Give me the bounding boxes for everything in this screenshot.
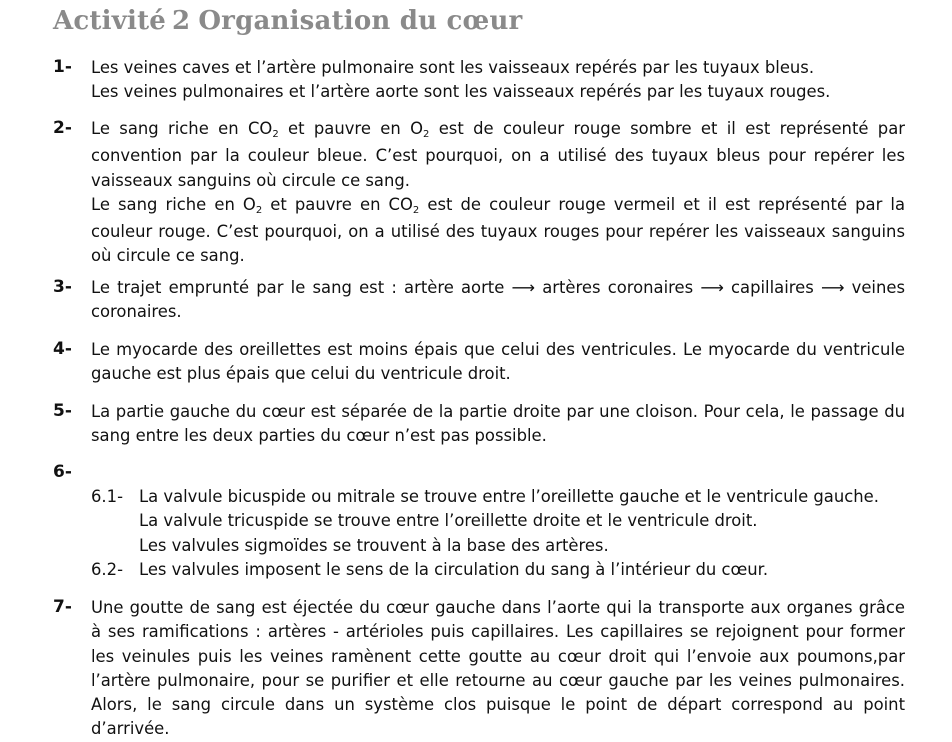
activity-heading: Organisation du cœur — [198, 6, 523, 36]
item-number: 2- — [53, 118, 72, 138]
item-text: Le myocarde des oreillettes est moins épais que celui des ventricules. Le myocarde du ventricule gauche est plus épais que celui du ventricule droit. — [91, 340, 905, 384]
answer-item-4 — [53, 338, 905, 387]
item-number: 1- — [53, 57, 72, 77]
sub-item-number: 6.1- — [91, 487, 123, 506]
answer-item-7 — [53, 596, 905, 742]
answer-item-6 — [53, 461, 905, 582]
item-line: Les veines pulmonaires et l’artère aorte sont les vaisseaux repérés par les tuyaux rouges. — [91, 82, 831, 102]
item-line: Les valvules sigmoïdes se trouvent à la base des artères. — [139, 535, 609, 555]
activity-number: 2 — [172, 6, 191, 36]
activity-title — [53, 6, 522, 36]
sub-item-6-1 — [91, 485, 905, 558]
answer-item-2 — [53, 117, 905, 269]
item-line: La valvule bicuspide ou mitrale se trouve entre l’oreillette gauche et le ventricule gauche. — [139, 487, 879, 506]
item-line: La valvule tricuspide se trouve entre l’oreillette droite et le ventricule droit. — [139, 511, 758, 531]
item-number: 3- — [53, 277, 72, 297]
item-text: Une goutte de sang est éjectée du cœur gauche dans l’aorte qui la transporte aux organes grâce à ses ramifications : artères - artérioles puis capillaires. Les capillaires se rejoignent pour former les veinules puis les veines ramènent cette goutte au cœur droit qui l’envoie aux poumons,par l’artère pulmonaire, pour se purifier et elle retourne au cœur gauche par les veines pulmonaires. Alors, le sang circule dans un système clos puisque le point de départ correspond au point d’arrivée. — [91, 598, 905, 739]
item-text: Le trajet emprunté par le sang est : artère aorte ⟶ artères coronaires ⟶ capillaires ⟶ veines coronaires. — [91, 278, 905, 322]
item-number: 5- — [53, 401, 72, 421]
item-number: 7- — [53, 597, 72, 617]
item-paragraph: Le sang riche en $CO_2$ et pauvre en $O_2$ est de couleur rouge sombre et il est représenté par convention par la couleur bleue. C’est pourquoi, on a utilisé des tuyaux bleus pour repérer les vaisseaux sanguins où circule ce sang. — [91, 119, 905, 190]
item-line: Les veines caves et l’artère pulmonaire sont les vaisseaux repérés par les tuyaux bleus. — [91, 58, 815, 77]
activity-prefix: Activité — [53, 6, 167, 36]
item-number: 4- — [53, 339, 72, 359]
item-text: La partie gauche du cœur est séparée de la partie droite par une cloison. Pour cela, le passage du sang entre les deux parties du cœur n’est pas possible. — [91, 402, 905, 446]
item-number: 6- — [53, 462, 72, 482]
item-line: Les valvules imposent le sens de la circulation du sang à l’intérieur du cœur. — [139, 559, 769, 579]
item-paragraph: Le sang riche en $O_2$ et pauvre en $CO_2$ est de couleur rouge vermeil et il est représenté par la couleur rouge. C’est pourquoi, on a utilisé des tuyaux rouges pour repérer les vaisseaux sanguins où circule ce sang. — [91, 194, 906, 266]
sub-item-6-2 — [91, 558, 905, 582]
answer-item-5 — [53, 400, 905, 449]
answer-item-3 — [53, 276, 905, 325]
answer-item-1 — [53, 56, 905, 105]
sub-item-number: 6.2- — [91, 559, 123, 579]
